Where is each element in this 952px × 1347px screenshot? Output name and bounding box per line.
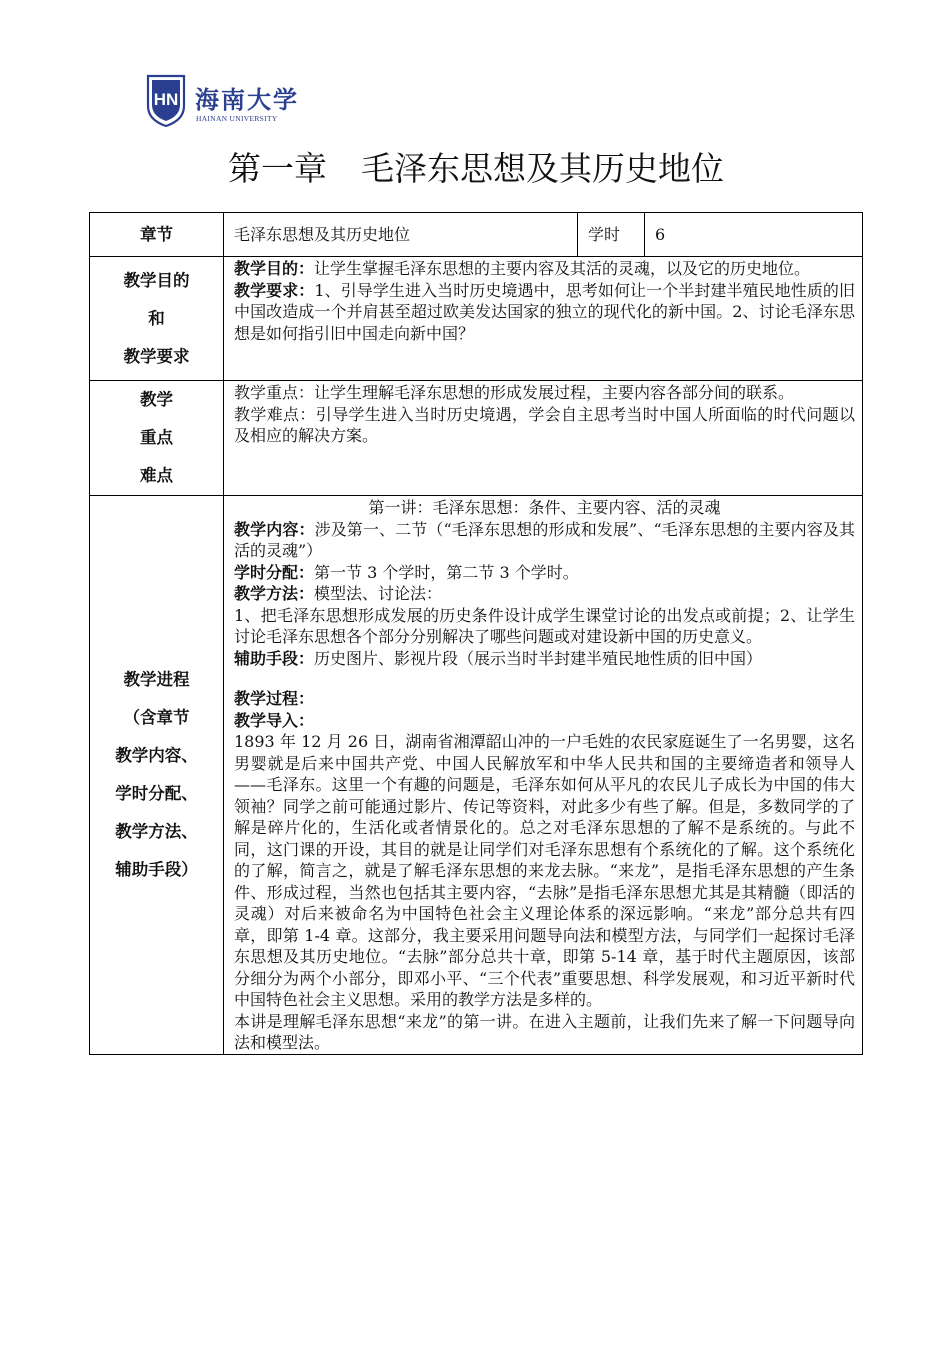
process-heading: 教学过程： — [234, 689, 315, 708]
title-topic: 毛泽东思想及其历史地位 — [361, 149, 724, 188]
table-row-process — [90, 496, 863, 1055]
table-row-goals — [90, 257, 863, 381]
lecture-title: 第一讲：毛泽东思想：条件、主要内容、活的灵魂 — [368, 498, 721, 517]
table-row-focus — [90, 381, 863, 496]
lesson-plan-table — [89, 212, 863, 1055]
logo-chinese-name: 海南大学 — [195, 85, 299, 114]
requirement-paragraph: 教学要求：1、引导学生进入当时历史境遇中，思考如何让一个半封建半殖民地性质的旧中国改造成一个并肩甚至超过欧美发达国家的独立的现代化的新中国。2、讨论毛泽东思想是如何指引旧中国走向新中国？ — [234, 280, 855, 343]
process-content — [224, 496, 863, 1055]
aid-paragraph: 辅助手段：历史图片、影视片段（展示当时半封建半殖民地性质的旧中国） — [234, 648, 763, 668]
hours-paragraph: 学时分配：第一节 3 个学时，第二节 3 个学时。 — [234, 562, 579, 582]
hours-label: 学时 — [578, 213, 645, 257]
page-title — [0, 143, 952, 190]
chapter-value: 毛泽东思想及其历史地位 — [224, 213, 578, 257]
focus-label: 教学 重点 难点 — [90, 381, 224, 496]
logo-english-name: HAINAN UNIVERSITY — [196, 114, 278, 123]
hours-value: 6 — [645, 213, 863, 257]
closing-paragraph: 本讲是理解毛泽东思想“来龙”的第一讲。在进入主题前，让我们先来了解一下问题导向法和模型法。 — [234, 1011, 855, 1052]
intro-heading: 教学导入： — [234, 710, 315, 730]
chapter-label: 章节 — [90, 213, 224, 257]
process-label: 教学进程 （含章节 教学内容、 学时分配、 教学方法、 辅助手段） — [90, 496, 224, 1055]
table-row-chapter — [90, 213, 863, 257]
difficulties-paragraph: 教学难点：引导学生进入当时历史境遇，学会自主思考当时中国人所面临的时代问题以及相应的解决方案。 — [234, 404, 855, 445]
intro-paragraph: 1893 年 12 月 26 日，湖南省湘潭韶山冲的一户毛姓的农民家庭诞生了一名男婴，这名男婴就是后来中国共产党、中国人民解放军和中华人民共和国的主要缔造者和领导人——毛泽东。这里一个有趣的问题是，毛泽东如何从平凡的农民儿子成长为中国的伟大领袖？同学之前可能通过影片、传记等资料，对此多少有些了解。但是，多数同学的了解是碎片化的，生活化或者情景化的。总之对毛泽东思想的了解不是系统的。与此不同，这门课的开设，其目的就是让同学们对毛泽东思想有个系统化的了解。这个系统化的了解，简言之，就是了解毛泽东思想的来龙去脉。“来龙”，是指毛泽东思想的产生条件、形成过程，当然也包括其主要内容，“去脉”是指毛泽东思想尤其是其精髓（即活的灵魂）对后来被命名为中国特色社会主义理论体系的深远影响。“来龙”部分总共有四章，即第 1-4 章。这部分，我主要采用问题导向法和模型方法，与同学们一起探讨毛泽东思想及其历史地位。“去脉”部分总共十章，即第 5-14 章，基于时代主题原因，该部分细分为两个小部分，即邓小平、“三个代表”重要思想、科学发展观，和习近平新时代中国特色社会主义思想。采用的教学方法是多样的。 — [234, 732, 855, 1009]
university-badge-icon — [145, 72, 187, 128]
title-chapter: 第一章 — [228, 149, 327, 188]
focus-content — [224, 381, 863, 496]
goals-label: 教学目的 和 教学要求 — [90, 257, 224, 381]
goals-content — [224, 257, 863, 381]
method-detail: 1、把毛泽东思想形成发展的历史条件设计成学生课堂讨论的出发点或前提；2、让学生讨论毛泽东思想各个部分分别解决了哪些问题或对建设新中国的历史意义。 — [234, 605, 855, 646]
method-paragraph: 教学方法：模型法、讨论法： — [234, 584, 443, 603]
logo-mark-text: HN — [153, 90, 179, 109]
content-paragraph: 教学内容：涉及第一、二节（“毛泽东思想的形成和发展”、“毛泽东思想的主要内容及其活的灵魂”） — [234, 519, 855, 560]
university-logo — [145, 72, 315, 132]
key-points-paragraph: 教学重点：让学生理解毛泽东思想的形成发展过程，主要内容各部分间的联系。 — [234, 383, 795, 402]
goal-paragraph: 教学目的：让学生掌握毛泽东思想的主要内容及其活的灵魂，以及它的历史地位。 — [234, 259, 811, 278]
